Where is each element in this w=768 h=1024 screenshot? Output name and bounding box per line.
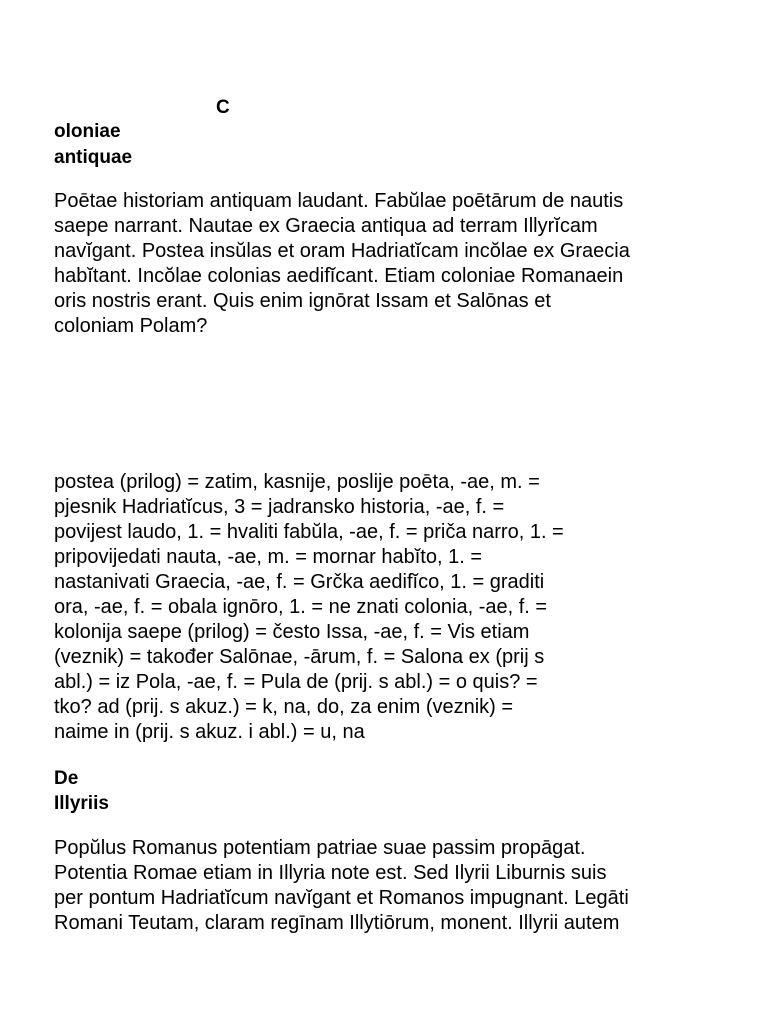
section1-title-initial: C: [216, 97, 230, 118]
paragraph-line: Potentia Romae etiam in Illyria note est. Sed Ilyrii Liburnis suis: [54, 862, 607, 884]
glossary-line: naime in (prij. s akuz. i abl.) = u, na: [54, 721, 365, 743]
paragraph-line: Romani Teutam, claram regīnam Illytiōrum, monent. Illyrii autem: [54, 912, 620, 934]
paragraph-line: Poētae historiam antiquam laudant. Fabŭlae poētārum de nautis: [54, 190, 624, 212]
glossary-line: ora, -ae, f. = obala ignōro, 1. = ne znati colonia, -ae, f. =: [54, 596, 548, 618]
paragraph-line: saepe narrant. Nautae ex Graecia antiqua ad terram Illyrĭcam: [54, 215, 598, 237]
glossary-line: kolonija saepe (prilog) = često Issa, -ae, f. = Vis etiam: [54, 621, 530, 643]
glossary-line: abl.) = iz Pola, -ae, f. = Pula de (prij. s abl.) = o quis? =: [54, 671, 538, 693]
glossary-line: nastanivati Graecia, -ae, f. = Grčka aedifĭco, 1. = graditi: [54, 571, 545, 593]
paragraph-line: coloniam Polam?: [54, 315, 208, 337]
section1-title-line1: oloniae: [54, 121, 121, 142]
section1-title-line2: antiquae: [54, 147, 133, 168]
paragraph-line: Popŭlus Romanus potentiam patriae suae passim propāgat.: [54, 837, 586, 859]
section2-title-line2: Illyriis: [54, 793, 109, 814]
glossary-line: (veznik) = također Salōnae, -ārum, f. = Salona ex (prij s: [54, 646, 545, 668]
paragraph-line: habĭtant. Incŏlae colonias aedifĭcant. Etiam coloniae Romanaein: [54, 265, 624, 287]
paragraph-line: navĭgant. Postea insŭlas et oram Hadriatĭcam incŏlae ex Graecia: [54, 240, 630, 262]
paragraph-line: oris nostris erant. Quis enim ignōrat Issam et Salōnas et: [54, 290, 551, 312]
glossary-line: povijest laudo, 1. = hvaliti fabŭla, -ae, f. = priča narro, 1. =: [54, 521, 564, 543]
glossary-line: pripovijedati nauta, -ae, m. = mornar habĭto, 1. =: [54, 546, 483, 568]
glossary-line: tko? ad (prij. s akuz.) = k, na, do, za enim (veznik) =: [54, 696, 514, 718]
glossary-line: postea (prilog) = zatim, kasnije, poslije poēta, -ae, m. =: [54, 471, 540, 493]
glossary-line: pjesnik Hadriatĭcus, 3 = jadransko historia, -ae, f. =: [54, 496, 505, 518]
section2-title-line1: De: [54, 768, 79, 789]
paragraph-line: per pontum Hadriatĭcum navĭgant et Romanos impugnant. Legāti: [54, 887, 629, 909]
